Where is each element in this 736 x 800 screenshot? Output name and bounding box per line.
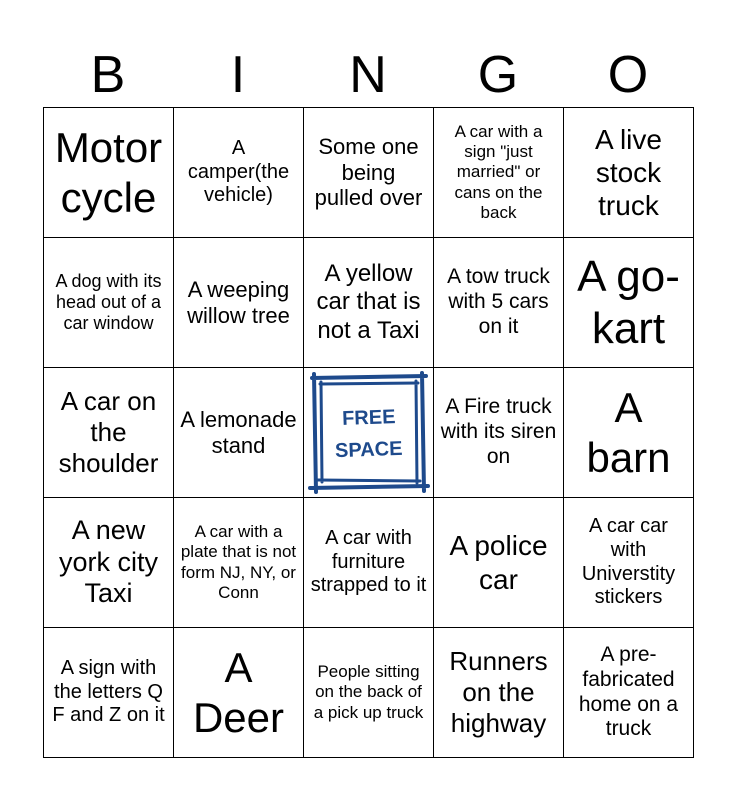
bingo-cell[interactable]: A car on the shoulder xyxy=(44,368,174,498)
free-space-icon xyxy=(306,370,432,496)
bingo-cell[interactable]: A sign with the letters Q F and Z on it xyxy=(44,628,174,758)
bingo-cell[interactable]: A tow truck with 5 cars on it xyxy=(434,238,564,368)
bingo-cell[interactable]: A live stock truck xyxy=(564,108,694,238)
bingo-cell[interactable]: A car car with Universtity stickers xyxy=(564,498,694,628)
svg-text:SPACE: SPACE xyxy=(334,437,403,462)
bingo-cell[interactable]: Motor cycle xyxy=(44,108,174,238)
bingo-cell[interactable]: A car with furniture strapped to it xyxy=(304,498,434,628)
header-letter-o: O xyxy=(607,46,649,104)
header-letter-n: N xyxy=(349,46,387,104)
bingo-cell[interactable]: People sitting on the back of a pick up truck xyxy=(304,628,434,758)
bingo-cell[interactable]: A camper(the vehicle) xyxy=(174,108,304,238)
bingo-cell[interactable]: A Deer xyxy=(174,628,304,758)
bingo-cell[interactable]: A car with a sign "just married" or cans on the back xyxy=(434,108,564,238)
bingo-cell[interactable]: A barn xyxy=(564,368,694,498)
bingo-cell[interactable]: Runners on the highway xyxy=(434,628,564,758)
bingo-cell[interactable]: A Fire truck with its siren on xyxy=(434,368,564,498)
bingo-cell[interactable]: A dog with its head out of a car window xyxy=(44,238,174,368)
bingo-row xyxy=(44,108,694,238)
bingo-cell[interactable]: A new york city Taxi xyxy=(44,498,174,628)
bingo-cell[interactable]: A car with a plate that is not form NJ, NY, or Conn xyxy=(174,498,304,628)
bingo-cell[interactable]: A weeping willow tree xyxy=(174,238,304,368)
bingo-row xyxy=(44,368,694,498)
bingo-cell[interactable]: A pre-fabricated home on a truck xyxy=(564,628,694,758)
bingo-row xyxy=(44,238,694,368)
bingo-cell[interactable]: A lemonade stand xyxy=(174,368,304,498)
bingo-cell[interactable]: A yellow car that is not a Taxi xyxy=(304,238,434,368)
bingo-header xyxy=(43,40,693,110)
bingo-cell[interactable]: Some one being pulled over xyxy=(304,108,434,238)
bingo-row xyxy=(44,628,694,758)
header-letter-g: G xyxy=(477,46,519,104)
bingo-row xyxy=(44,498,694,628)
header-letter-b: B xyxy=(90,46,126,104)
bingo-card xyxy=(43,107,694,758)
bingo-cell[interactable]: A police car xyxy=(434,498,564,628)
svg-text:FREE: FREE xyxy=(341,405,396,430)
free-space-cell[interactable] xyxy=(304,368,434,498)
bingo-cell[interactable]: A go-kart xyxy=(564,238,694,368)
header-letter-i: I xyxy=(230,46,246,104)
